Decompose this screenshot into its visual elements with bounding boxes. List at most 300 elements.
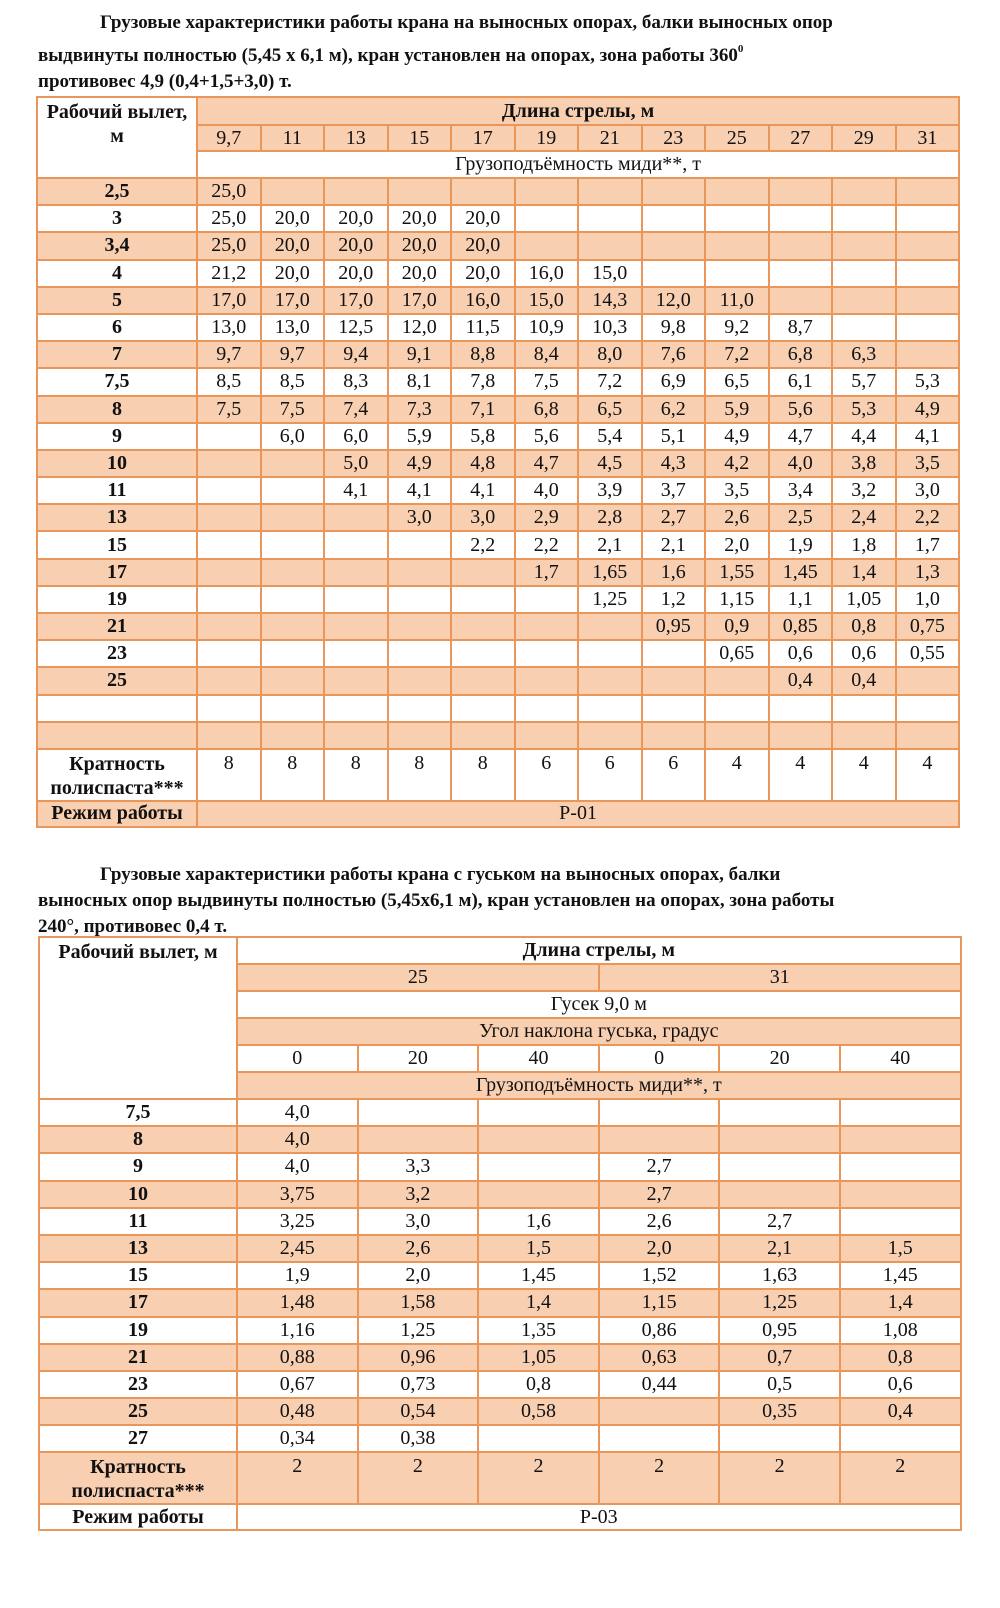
capacity-cell xyxy=(515,640,579,667)
jib-label: Гусек 9,0 м xyxy=(237,991,961,1018)
capacity-cell: 4,1 xyxy=(388,477,452,504)
table-row xyxy=(37,586,959,613)
capacity-cell: 11,0 xyxy=(705,287,769,314)
capacity-cell xyxy=(388,667,452,694)
capacity-cell xyxy=(769,287,833,314)
capacity-cell xyxy=(197,695,261,722)
reach-cell: 7 xyxy=(37,341,197,368)
capacity-cell xyxy=(261,586,325,613)
capacity-cell: 17,0 xyxy=(197,287,261,314)
capacity-cell: 6,1 xyxy=(769,368,833,395)
capacity-cell: 4,0 xyxy=(237,1153,358,1180)
capacity-cell: 6,0 xyxy=(324,423,388,450)
table1-heading-line1: Грузовые характеристики работы крана на выносных опорах, балки выносных опор xyxy=(100,12,833,33)
capacity-cell: 4,9 xyxy=(388,450,452,477)
capacity-cell xyxy=(642,640,706,667)
capacity-label: Грузоподъёмность миди**, т xyxy=(197,151,959,178)
capacity-cell xyxy=(832,722,896,749)
capacity-cell: 25,0 xyxy=(197,232,261,259)
capacity-cell xyxy=(840,1181,961,1208)
capacity-cell: 0,63 xyxy=(599,1344,720,1371)
reach-cell: 3,4 xyxy=(37,232,197,259)
reach-cell: 7,5 xyxy=(37,368,197,395)
capacity-cell: 12,0 xyxy=(642,287,706,314)
capacity-cell: 5,9 xyxy=(705,396,769,423)
capacity-cell xyxy=(261,640,325,667)
capacity-cell: 7,5 xyxy=(197,396,261,423)
capacity-cell xyxy=(388,178,452,205)
capacity-cell: 1,05 xyxy=(832,586,896,613)
capacity-cell xyxy=(642,178,706,205)
capacity-cell: 0,95 xyxy=(719,1317,840,1344)
table-row xyxy=(37,722,959,749)
capacity-cell: 3,2 xyxy=(358,1181,479,1208)
capacity-cell: 1,48 xyxy=(237,1289,358,1316)
capacity-cell: 20,0 xyxy=(324,205,388,232)
capacity-cell: 21,2 xyxy=(197,260,261,287)
capacity-cell: 0,4 xyxy=(769,667,833,694)
boom-length-4: 17 xyxy=(451,125,515,151)
boom-length-5: 19 xyxy=(515,125,579,151)
capacity-cell: 4,9 xyxy=(896,396,960,423)
boom-length-2: 13 xyxy=(324,125,388,151)
capacity-cell: 7,4 xyxy=(324,396,388,423)
boom-length-header: Длина стрелы, м xyxy=(237,937,961,964)
capacity-cell: 9,2 xyxy=(705,314,769,341)
capacity-cell: 1,16 xyxy=(237,1317,358,1344)
capacity-cell xyxy=(197,613,261,640)
capacity-cell xyxy=(197,559,261,586)
capacity-cell: 1,52 xyxy=(599,1262,720,1289)
capacity-cell: 0,5 xyxy=(719,1371,840,1398)
capacity-cell xyxy=(705,260,769,287)
table2-heading-line2: выносных опор выдвинуты полностью (5,45х6,1 м), кран установлен на опорах, зона работы xyxy=(38,890,835,911)
capacity-cell: 1,58 xyxy=(358,1289,479,1316)
table-row xyxy=(37,477,959,504)
capacity-cell: 25,0 xyxy=(197,205,261,232)
capacity-cell: 1,55 xyxy=(705,559,769,586)
capacity-cell: 5,4 xyxy=(578,423,642,450)
angle-1: 20 xyxy=(358,1045,479,1072)
angle-5: 40 xyxy=(840,1045,961,1072)
capacity-cell: 0,54 xyxy=(358,1398,479,1425)
capacity-cell xyxy=(478,1181,599,1208)
capacity-cell xyxy=(840,1425,961,1452)
reach-cell: 4 xyxy=(37,260,197,287)
table-row xyxy=(37,287,959,314)
reeving-cell: 2 xyxy=(840,1452,961,1504)
load-chart-table-1 xyxy=(36,96,960,828)
capacity-cell: 20,0 xyxy=(451,205,515,232)
capacity-cell xyxy=(451,640,515,667)
capacity-cell xyxy=(832,205,896,232)
capacity-cell xyxy=(769,205,833,232)
capacity-cell: 8,0 xyxy=(578,341,642,368)
capacity-cell xyxy=(478,1153,599,1180)
capacity-cell xyxy=(840,1126,961,1153)
capacity-cell: 20,0 xyxy=(324,232,388,259)
capacity-cell: 2,7 xyxy=(599,1181,720,1208)
capacity-cell: 20,0 xyxy=(388,260,452,287)
reach-cell: 11 xyxy=(39,1208,237,1235)
reach-cell: 8 xyxy=(39,1126,237,1153)
capacity-cell: 2,1 xyxy=(578,531,642,558)
capacity-cell: 0,65 xyxy=(705,640,769,667)
capacity-cell: 2,2 xyxy=(896,504,960,531)
capacity-cell xyxy=(599,1425,720,1452)
capacity-cell xyxy=(719,1099,840,1126)
capacity-cell: 1,63 xyxy=(719,1262,840,1289)
mode-label: Режим работы xyxy=(37,801,197,827)
capacity-cell xyxy=(197,722,261,749)
capacity-cell: 2,7 xyxy=(599,1153,720,1180)
capacity-cell: 8,1 xyxy=(388,368,452,395)
reach-cell: 10 xyxy=(39,1181,237,1208)
capacity-cell: 2,8 xyxy=(578,504,642,531)
capacity-cell: 2,7 xyxy=(642,504,706,531)
capacity-cell: 2,2 xyxy=(451,531,515,558)
mode-label: Режим работы xyxy=(39,1504,237,1530)
capacity-cell: 3,9 xyxy=(578,477,642,504)
capacity-cell: 0,34 xyxy=(237,1425,358,1452)
capacity-cell: 9,4 xyxy=(324,341,388,368)
capacity-cell xyxy=(324,613,388,640)
reach-cell: 19 xyxy=(39,1317,237,1344)
capacity-cell: 4,5 xyxy=(578,450,642,477)
capacity-cell: 7,8 xyxy=(451,368,515,395)
capacity-cell: 20,0 xyxy=(451,232,515,259)
capacity-cell xyxy=(896,695,960,722)
reeving-cell: 8 xyxy=(451,749,515,801)
capacity-cell: 2,5 xyxy=(769,504,833,531)
capacity-cell: 13,0 xyxy=(261,314,325,341)
reeving-cell: 6 xyxy=(515,749,579,801)
capacity-cell xyxy=(896,205,960,232)
capacity-cell xyxy=(769,260,833,287)
table-row xyxy=(39,1099,961,1126)
boom-length-6: 21 xyxy=(578,125,642,151)
capacity-cell: 0,8 xyxy=(832,613,896,640)
capacity-cell: 25,0 xyxy=(197,178,261,205)
capacity-cell: 0,9 xyxy=(705,613,769,640)
table-row xyxy=(37,396,959,423)
capacity-cell xyxy=(642,205,706,232)
capacity-cell xyxy=(388,722,452,749)
capacity-cell: 5,6 xyxy=(769,396,833,423)
capacity-cell xyxy=(769,232,833,259)
table-row xyxy=(39,1289,961,1316)
capacity-cell: 5,8 xyxy=(451,423,515,450)
capacity-cell: 2,7 xyxy=(719,1208,840,1235)
capacity-cell: 0,8 xyxy=(478,1371,599,1398)
capacity-cell xyxy=(705,695,769,722)
capacity-cell: 2,1 xyxy=(719,1235,840,1262)
capacity-cell: 1,8 xyxy=(832,531,896,558)
capacity-cell: 5,9 xyxy=(388,423,452,450)
capacity-cell: 1,6 xyxy=(642,559,706,586)
capacity-cell: 20,0 xyxy=(388,205,452,232)
capacity-cell xyxy=(261,722,325,749)
capacity-cell: 1,25 xyxy=(578,586,642,613)
capacity-cell xyxy=(832,260,896,287)
reach-cell: 27 xyxy=(39,1425,237,1452)
capacity-cell: 4,0 xyxy=(237,1099,358,1126)
capacity-cell: 0,58 xyxy=(478,1398,599,1425)
capacity-cell xyxy=(451,722,515,749)
capacity-cell: 2,4 xyxy=(832,504,896,531)
capacity-cell xyxy=(478,1099,599,1126)
boom-length-10: 29 xyxy=(832,125,896,151)
capacity-cell xyxy=(324,695,388,722)
table-row xyxy=(37,178,959,205)
capacity-cell: 8,4 xyxy=(515,341,579,368)
reach-cell: 2,5 xyxy=(37,178,197,205)
capacity-cell xyxy=(705,232,769,259)
capacity-cell: 1,1 xyxy=(769,586,833,613)
boom-length-31: 31 xyxy=(599,964,961,991)
capacity-cell: 6,2 xyxy=(642,396,706,423)
table-row xyxy=(39,1181,961,1208)
reach-cell: 9 xyxy=(37,423,197,450)
capacity-cell xyxy=(515,232,579,259)
capacity-cell xyxy=(578,178,642,205)
capacity-cell xyxy=(451,613,515,640)
table-row xyxy=(37,368,959,395)
table-row xyxy=(37,205,959,232)
table1-heading xyxy=(38,10,960,95)
capacity-cell xyxy=(197,477,261,504)
capacity-cell xyxy=(896,341,960,368)
capacity-cell: 3,5 xyxy=(896,450,960,477)
capacity-cell: 7,2 xyxy=(705,341,769,368)
capacity-cell xyxy=(324,504,388,531)
capacity-cell: 4,1 xyxy=(896,423,960,450)
capacity-cell: 5,6 xyxy=(515,423,579,450)
capacity-cell xyxy=(388,531,452,558)
capacity-cell xyxy=(451,178,515,205)
capacity-cell xyxy=(451,667,515,694)
capacity-cell: 17,0 xyxy=(261,287,325,314)
capacity-cell xyxy=(719,1126,840,1153)
reach-cell: 5 xyxy=(37,287,197,314)
boom-length-8: 25 xyxy=(705,125,769,151)
capacity-cell: 2,0 xyxy=(599,1235,720,1262)
capacity-cell xyxy=(642,667,706,694)
table-row xyxy=(37,314,959,341)
reach-header: Рабочий вылет, м xyxy=(39,937,237,1099)
capacity-cell xyxy=(769,695,833,722)
capacity-cell: 5,3 xyxy=(832,396,896,423)
capacity-cell: 0,38 xyxy=(358,1425,479,1452)
angle-label: Угол наклона гуська, градус xyxy=(237,1018,961,1045)
capacity-cell: 9,1 xyxy=(388,341,452,368)
reeving-cell: 2 xyxy=(599,1452,720,1504)
capacity-cell: 1,9 xyxy=(769,531,833,558)
capacity-cell: 1,7 xyxy=(515,559,579,586)
table-row xyxy=(37,531,959,558)
reach-cell: 11 xyxy=(37,477,197,504)
capacity-cell: 2,6 xyxy=(599,1208,720,1235)
capacity-cell xyxy=(197,667,261,694)
reach-cell: 13 xyxy=(37,504,197,531)
reach-cell: 19 xyxy=(37,586,197,613)
reach-cell: 25 xyxy=(37,667,197,694)
capacity-cell: 4,0 xyxy=(769,450,833,477)
capacity-cell: 0,75 xyxy=(896,613,960,640)
capacity-cell xyxy=(197,423,261,450)
table-row xyxy=(37,559,959,586)
table-row xyxy=(39,1153,961,1180)
capacity-cell xyxy=(599,1126,720,1153)
table-row xyxy=(37,613,959,640)
load-chart-table-2 xyxy=(38,936,962,1531)
table-row xyxy=(39,1235,961,1262)
capacity-cell xyxy=(261,504,325,531)
capacity-cell xyxy=(896,287,960,314)
capacity-cell xyxy=(261,613,325,640)
reach-cell: 9 xyxy=(39,1153,237,1180)
capacity-cell xyxy=(515,722,579,749)
capacity-cell xyxy=(515,205,579,232)
capacity-cell: 7,2 xyxy=(578,368,642,395)
table2-heading-line1: Грузовые характеристики работы крана с гуськом на выносных опорах, балки xyxy=(100,864,781,885)
capacity-cell: 0,95 xyxy=(642,613,706,640)
capacity-cell xyxy=(197,531,261,558)
boom-length-0: 9,7 xyxy=(197,125,261,151)
capacity-cell: 13,0 xyxy=(197,314,261,341)
reeving-cell: 4 xyxy=(705,749,769,801)
capacity-cell: 2,9 xyxy=(515,504,579,531)
reeving-cell: 8 xyxy=(261,749,325,801)
capacity-cell: 3,25 xyxy=(237,1208,358,1235)
capacity-cell: 3,4 xyxy=(769,477,833,504)
capacity-cell xyxy=(388,559,452,586)
reach-cell: 15 xyxy=(37,531,197,558)
reeving-cell: 8 xyxy=(197,749,261,801)
capacity-cell xyxy=(197,640,261,667)
capacity-cell: 0,73 xyxy=(358,1371,479,1398)
capacity-cell: 1,08 xyxy=(840,1317,961,1344)
capacity-cell xyxy=(358,1126,479,1153)
reeving-cell: 4 xyxy=(896,749,960,801)
capacity-cell: 0,55 xyxy=(896,640,960,667)
reeving-cell: 2 xyxy=(358,1452,479,1504)
capacity-cell: 20,0 xyxy=(261,232,325,259)
capacity-cell: 1,35 xyxy=(478,1317,599,1344)
reach-cell: 10 xyxy=(37,450,197,477)
capacity-cell xyxy=(896,314,960,341)
capacity-cell: 8,8 xyxy=(451,341,515,368)
capacity-label: Грузоподъёмность миди**, т xyxy=(237,1072,961,1099)
capacity-cell: 1,0 xyxy=(896,586,960,613)
capacity-cell xyxy=(642,260,706,287)
capacity-cell: 1,4 xyxy=(478,1289,599,1316)
capacity-cell xyxy=(840,1153,961,1180)
capacity-cell xyxy=(261,559,325,586)
reeving-cell: 2 xyxy=(478,1452,599,1504)
capacity-cell xyxy=(324,667,388,694)
capacity-cell xyxy=(578,722,642,749)
capacity-cell: 0,86 xyxy=(599,1317,720,1344)
capacity-cell: 20,0 xyxy=(451,260,515,287)
capacity-cell xyxy=(840,1099,961,1126)
capacity-cell: 2,6 xyxy=(705,504,769,531)
capacity-cell xyxy=(578,232,642,259)
capacity-cell: 6,8 xyxy=(769,341,833,368)
capacity-cell: 1,25 xyxy=(358,1317,479,1344)
capacity-cell: 7,3 xyxy=(388,396,452,423)
reeving-cell: 4 xyxy=(769,749,833,801)
capacity-cell: 1,9 xyxy=(237,1262,358,1289)
reach-cell: 23 xyxy=(37,640,197,667)
capacity-cell xyxy=(324,640,388,667)
boom-length-header: Длина стрелы, м xyxy=(197,97,959,125)
angle-0: 0 xyxy=(237,1045,358,1072)
boom-length-9: 27 xyxy=(769,125,833,151)
table-row xyxy=(37,640,959,667)
reeving-label: Кратность полиспаста*** xyxy=(37,749,197,801)
capacity-cell xyxy=(388,613,452,640)
capacity-cell: 5,3 xyxy=(896,368,960,395)
reach-header: Рабочий вылет, м xyxy=(37,97,197,178)
capacity-cell: 3,75 xyxy=(237,1181,358,1208)
capacity-cell: 1,45 xyxy=(769,559,833,586)
capacity-cell: 0,35 xyxy=(719,1398,840,1425)
capacity-cell xyxy=(705,178,769,205)
capacity-cell: 0,6 xyxy=(769,640,833,667)
capacity-cell: 8,7 xyxy=(769,314,833,341)
table-row xyxy=(39,1262,961,1289)
reach-cell: 21 xyxy=(37,613,197,640)
capacity-cell xyxy=(578,613,642,640)
capacity-cell xyxy=(896,722,960,749)
capacity-cell: 0,7 xyxy=(719,1344,840,1371)
capacity-cell xyxy=(324,559,388,586)
table1-heading-line2 xyxy=(38,36,960,69)
capacity-cell xyxy=(197,586,261,613)
capacity-cell: 1,65 xyxy=(578,559,642,586)
boom-length-1: 11 xyxy=(261,125,325,151)
capacity-cell xyxy=(515,667,579,694)
capacity-cell: 17,0 xyxy=(388,287,452,314)
table-row xyxy=(39,1208,961,1235)
capacity-cell xyxy=(388,695,452,722)
capacity-cell: 6,3 xyxy=(832,341,896,368)
capacity-cell: 0,96 xyxy=(358,1344,479,1371)
capacity-cell: 1,45 xyxy=(840,1262,961,1289)
capacity-cell: 9,7 xyxy=(197,341,261,368)
table-row xyxy=(37,667,959,694)
reeving-cell: 6 xyxy=(578,749,642,801)
capacity-cell xyxy=(261,178,325,205)
capacity-cell: 1,05 xyxy=(478,1344,599,1371)
capacity-cell xyxy=(515,613,579,640)
capacity-cell: 4,3 xyxy=(642,450,706,477)
boom-length-7: 23 xyxy=(642,125,706,151)
capacity-cell: 20,0 xyxy=(388,232,452,259)
capacity-cell: 4,2 xyxy=(705,450,769,477)
capacity-cell: 15,0 xyxy=(578,260,642,287)
table-row xyxy=(39,1126,961,1153)
capacity-cell: 4,7 xyxy=(515,450,579,477)
capacity-cell: 5,1 xyxy=(642,423,706,450)
capacity-cell xyxy=(324,722,388,749)
capacity-cell: 1,25 xyxy=(719,1289,840,1316)
capacity-cell: 2,45 xyxy=(237,1235,358,1262)
boom-length-3: 15 xyxy=(388,125,452,151)
capacity-cell xyxy=(642,695,706,722)
capacity-cell xyxy=(769,178,833,205)
